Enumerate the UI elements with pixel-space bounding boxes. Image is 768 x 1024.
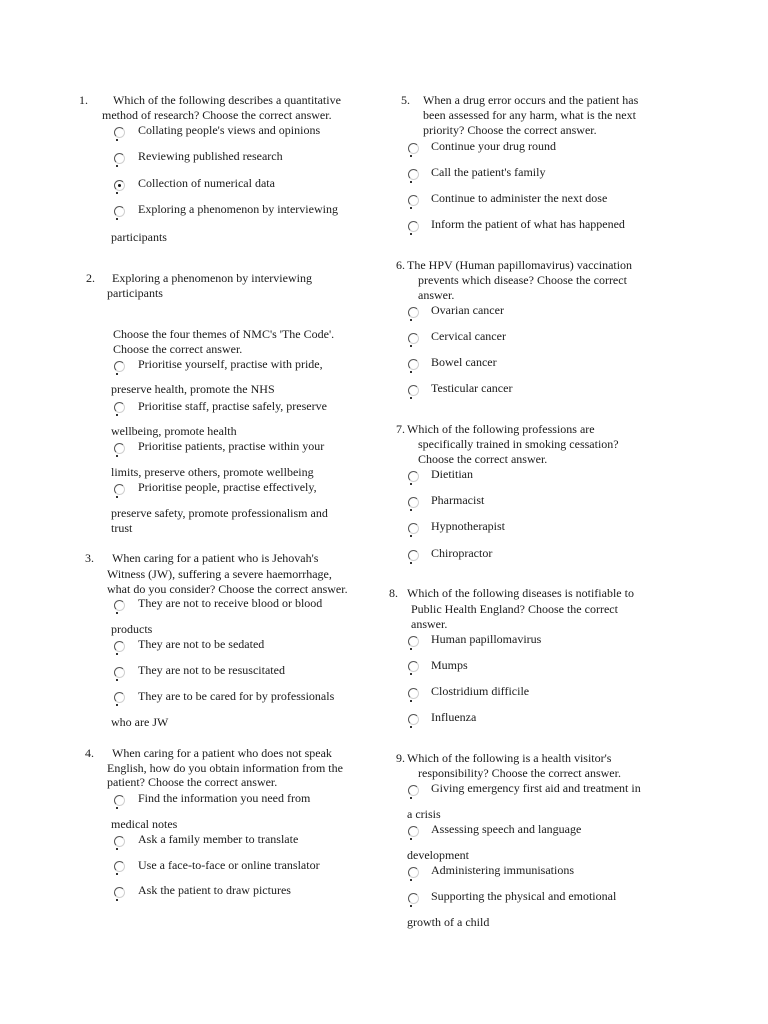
question-4-stem-line-1: When caring for a patient who does not speak: [112, 746, 332, 760]
question-6-option-3-radio[interactable]: [408, 359, 419, 370]
question-2-option-2-label-continued: wellbeing, promote health: [111, 424, 237, 438]
question-8-stem-line-3: answer.: [411, 617, 448, 631]
question-4-option-1-label-continued: medical notes: [111, 817, 178, 831]
question-1-option-2-label: Reviewing published research: [138, 149, 283, 163]
question-4-stem-line-2: English, how do you obtain information from the: [107, 761, 343, 775]
question-9-number: 9.: [396, 751, 405, 765]
question-7-option-1-label: Dietitian: [431, 467, 473, 481]
question-7-option-1-radio[interactable]: [408, 471, 419, 482]
question-4-stem-line-3: patient? Choose the correct answer.: [107, 775, 278, 789]
question-2-stem-line-1: Exploring a phenomenon by interviewing: [112, 271, 312, 285]
question-1-option-4-radio[interactable]: [114, 206, 125, 217]
question-1-option-4-label-continued: participants: [111, 230, 167, 244]
question-3-option-1-label-continued: products: [111, 622, 153, 636]
question-3-option-2-label: They are not to be sedated: [138, 637, 265, 651]
question-4-option-4-radio[interactable]: [114, 887, 125, 898]
question-2-stem-line-2: participants: [107, 286, 163, 300]
question-4-option-3-radio[interactable]: [114, 861, 125, 872]
question-5-stem-line-2: been assessed for any harm, what is the next: [423, 108, 636, 122]
question-2-option-4-label-continued-2: trust: [111, 521, 133, 535]
question-5-option-4-radio[interactable]: [408, 221, 419, 232]
question-3-option-3-label: They are not to be resuscitated: [138, 663, 285, 677]
question-1-option-1-label: Collating people's views and opinions: [138, 123, 321, 137]
question-4-option-3-label: Use a face-to-face or online translator: [138, 858, 320, 872]
question-9-option-2-radio[interactable]: [408, 826, 419, 837]
question-2-option-3-radio[interactable]: [114, 443, 125, 454]
question-6-stem-line-1: The HPV (Human papillomavirus) vaccination: [407, 258, 633, 272]
question-2-option-1-label-continued: preserve health, promote the NHS: [111, 382, 275, 396]
question-2-number: 2.: [86, 271, 95, 285]
question-1-stem-line-1: Which of the following describes a quantitative: [113, 93, 341, 107]
question-9-option-1-label: Giving emergency first aid and treatment in: [431, 781, 641, 795]
question-2-instruction-line-1: Choose the four themes of NMC's 'The Code'.: [113, 327, 335, 341]
question-5-option-3-radio[interactable]: [408, 195, 419, 206]
question-6-option-4-radio[interactable]: [408, 385, 419, 396]
question-6-option-2-label: Cervical cancer: [431, 329, 506, 343]
question-8-option-3-radio[interactable]: [408, 688, 419, 699]
question-3-option-1-label: They are not to receive blood or blood: [138, 596, 323, 610]
question-3-option-4-radio[interactable]: [114, 692, 125, 703]
question-9-option-3-radio[interactable]: [408, 867, 419, 878]
question-3-stem-line-3: what do you consider? Choose the correct answer.: [107, 582, 348, 596]
question-4-option-2-radio[interactable]: [114, 836, 125, 847]
question-7-stem-line-3: Choose the correct answer.: [418, 452, 548, 466]
question-9-option-2-label: Assessing speech and language: [431, 822, 582, 836]
question-9-option-4-label-continued: growth of a child: [407, 915, 490, 929]
question-7-option-4-radio[interactable]: [408, 550, 419, 561]
question-2-option-1-radio[interactable]: [114, 361, 125, 372]
question-1-option-3-radio[interactable]: [114, 180, 125, 191]
question-6-option-3-label: Bowel cancer: [431, 355, 497, 369]
question-9-stem-line-2: responsibility? Choose the correct answer.: [418, 766, 621, 780]
question-4-option-2-label: Ask a family member to translate: [138, 832, 299, 846]
question-7-stem-line-2: specifically trained in smoking cessation?: [418, 437, 619, 451]
question-9-stem-line-1: Which of the following is a health visitor's: [407, 751, 612, 765]
question-8-stem-line-1: Which of the following diseases is notifiable to: [407, 586, 634, 600]
question-3-option-4-label-continued: who are JW: [111, 715, 169, 729]
question-8-option-2-radio[interactable]: [408, 661, 419, 672]
question-6-stem-line-2: prevents which disease? Choose the correct: [418, 273, 627, 287]
question-7-option-4-label: Chiropractor: [431, 546, 493, 560]
question-5-stem-line-1: When a drug error occurs and the patient has: [423, 93, 639, 107]
question-5-option-1-label: Continue your drug round: [431, 139, 556, 153]
question-5-stem-line-3: priority? Choose the correct answer.: [423, 123, 597, 137]
question-1-number: 1.: [79, 93, 88, 107]
question-9-option-4-radio[interactable]: [408, 893, 419, 904]
question-8-stem-line-2: Public Health England? Choose the correct: [411, 602, 618, 616]
question-7-option-2-label: Pharmacist: [431, 493, 485, 507]
question-8-option-2-label: Mumps: [431, 658, 468, 672]
question-8-option-4-label: Influenza: [431, 710, 477, 724]
question-7-option-2-radio[interactable]: [408, 497, 419, 508]
question-4-option-4-label: Ask the patient to draw pictures: [138, 883, 291, 897]
question-3-number: 3.: [85, 551, 94, 565]
question-4-number: 4.: [85, 746, 94, 760]
question-1-stem-line-2: method of research? Choose the correct answer.: [102, 108, 332, 122]
question-5-option-3-label: Continue to administer the next dose: [431, 191, 608, 205]
question-8-option-1-radio[interactable]: [408, 636, 419, 647]
question-3-option-3-radio[interactable]: [114, 667, 125, 678]
question-2-option-3-label: Prioritise patients, practise within your: [138, 439, 325, 453]
question-2-option-4-label-continued: preserve safety, promote professionalism and: [111, 506, 328, 520]
question-8-number: 8.: [389, 586, 398, 600]
question-1-option-2-radio[interactable]: [114, 153, 125, 164]
question-9-option-1-radio[interactable]: [408, 785, 419, 796]
question-2-option-2-label: Prioritise staff, practise safely, preserve: [138, 399, 327, 413]
question-1-option-4-label: Exploring a phenomenon by interviewing: [138, 202, 338, 216]
question-7-option-3-radio[interactable]: [408, 523, 419, 534]
question-2-instruction-line-2: Choose the correct answer.: [113, 342, 243, 356]
question-2-option-1-label: Prioritise yourself, practise with pride,: [138, 357, 323, 371]
question-2-option-4-label: Prioritise people, practise effectively,: [138, 480, 317, 494]
question-6-option-2-radio[interactable]: [408, 333, 419, 344]
question-7-stem-line-1: Which of the following professions are: [407, 422, 595, 436]
question-3-stem-line-1: When caring for a patient who is Jehovah's: [112, 551, 319, 565]
question-7-number: 7.: [396, 422, 405, 436]
question-1-option-1-radio[interactable]: [114, 127, 125, 138]
question-8-option-3-label: Clostridium difficile: [431, 684, 530, 698]
question-3-option-4-label: They are to be cared for by professionals: [138, 689, 335, 703]
question-9-option-3-label: Administering immunisations: [431, 863, 574, 877]
question-6-number: 6.: [396, 258, 405, 272]
question-6-option-1-radio[interactable]: [408, 307, 419, 318]
question-4-option-1-radio[interactable]: [114, 795, 125, 806]
question-5-option-4-label: Inform the patient of what has happened: [431, 217, 625, 231]
question-8-option-1-label: Human papillomavirus: [431, 632, 542, 646]
question-2-option-3-label-continued: limits, preserve others, promote wellbeing: [111, 465, 314, 479]
question-5-option-2-label: Call the patient's family: [431, 165, 546, 179]
question-2-option-4-radio[interactable]: [114, 484, 125, 495]
question-9-option-1-label-continued: a crisis: [407, 807, 441, 821]
question-2-option-2-radio[interactable]: [114, 402, 125, 413]
question-3-option-2-radio[interactable]: [114, 641, 125, 652]
question-4-option-1-label: Find the information you need from: [138, 791, 311, 805]
question-5-option-1-radio[interactable]: [408, 143, 419, 154]
question-6-option-1-label: Ovarian cancer: [431, 303, 504, 317]
question-6-stem-line-3: answer.: [418, 288, 455, 302]
question-8-option-4-radio[interactable]: [408, 714, 419, 725]
question-9-option-4-label: Supporting the physical and emotional: [431, 889, 617, 903]
question-1-option-3-label: Collection of numerical data: [138, 176, 275, 190]
question-5-number: 5.: [401, 93, 410, 107]
question-3-stem-line-2: Witness (JW), suffering a severe haemorrhage,: [107, 567, 332, 581]
question-6-option-4-label: Testicular cancer: [431, 381, 513, 395]
question-5-option-2-radio[interactable]: [408, 169, 419, 180]
question-3-option-1-radio[interactable]: [114, 600, 125, 611]
question-7-option-3-label: Hypnotherapist: [431, 519, 505, 533]
question-9-option-2-label-continued: development: [407, 848, 469, 862]
